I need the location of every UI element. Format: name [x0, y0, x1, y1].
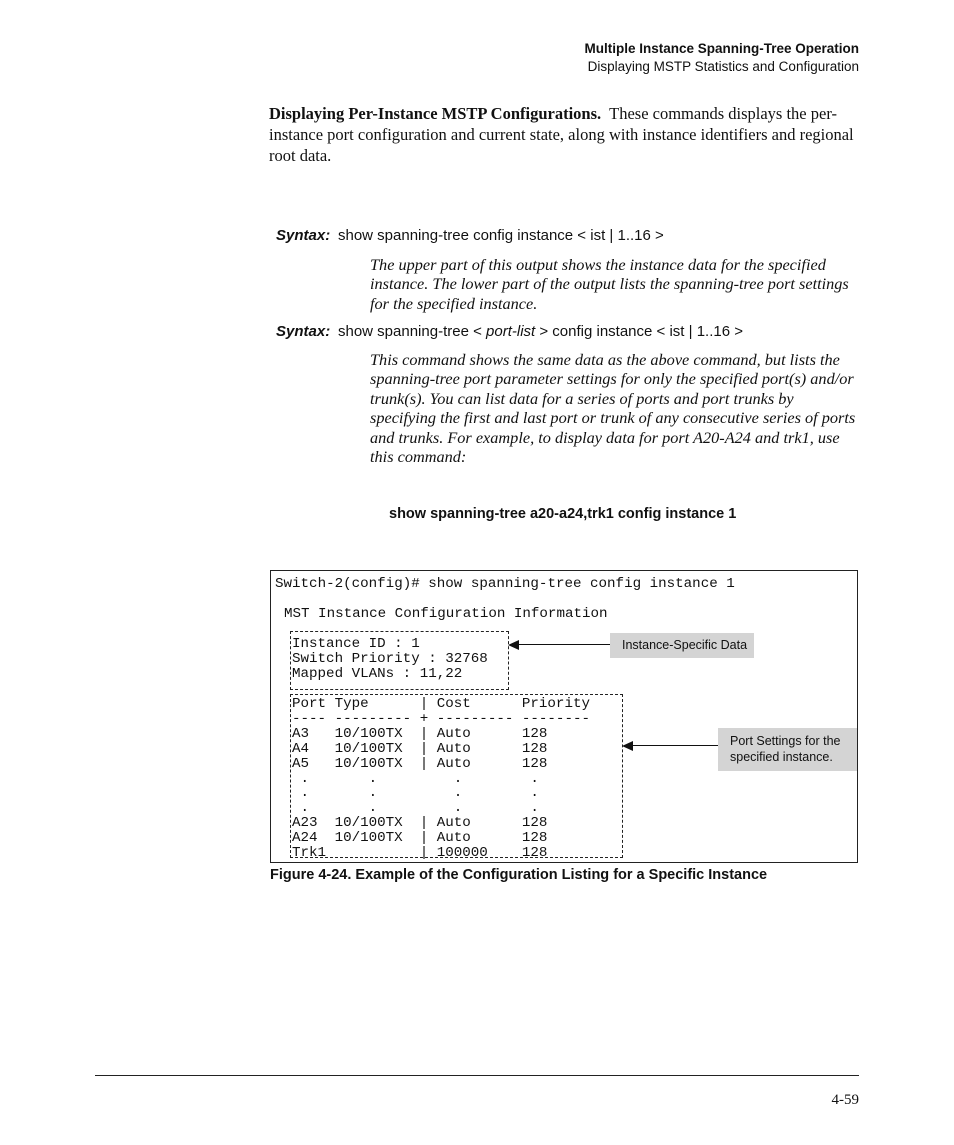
- running-header-section: Displaying MSTP Statistics and Configuration: [587, 59, 859, 74]
- callout-instance-data: Instance-Specific Data: [610, 633, 754, 658]
- port-settings-table: Port Type | Cost Priority ---- --------- + --------- -------- A3 10/100TX | Auto 128 A4 10/100TX | Auto 128 A5 10/100TX | Auto 128 . . . . . . . . . . . . A23 10/100TX | Auto 128 A24 10/100TX | Auto 128 Trk1 | 100000 128: [292, 696, 590, 862]
- syntax-line-1: [276, 227, 664, 244]
- syntax-description-2: This command shows the same data as the above command, but lists the spanning-tree port parameter settings for only the specified port(s) and/or trunk(s). You can list data for a series of ports and port trunks by specifying the first and last port or trunk of any consecutive series of ports and trunks. For example, to display data for port A20-A24 and trk1, use this command:: [370, 350, 856, 467]
- syntax-description-1: The upper part of this output shows the instance data for the specified instance. The lower part of the output lists the spanning-tree port settings for the specified instance.: [370, 255, 849, 313]
- terminal-command-line: Switch-2(config)# show spanning-tree config instance 1: [275, 576, 735, 592]
- intro-heading: Displaying Per-Instance MSTP Configurations.: [269, 104, 602, 123]
- example-command: show spanning-tree a20-a24,trk1 config instance 1: [389, 506, 737, 522]
- instance-data-text: Instance ID : 1 Switch Priority : 32768 Mapped VLANs : 11,22: [292, 636, 488, 682]
- syntax-command-param: port-list: [486, 323, 536, 340]
- syntax-line-2: [276, 323, 743, 340]
- callout-connector: [514, 644, 610, 645]
- footer-rule: [95, 1075, 859, 1076]
- terminal-output-title: MST Instance Configuration Information: [284, 606, 608, 622]
- intro-paragraph: [269, 103, 859, 166]
- figure-terminal-output: [270, 570, 858, 863]
- syntax-command: show spanning-tree config instance < ist | 1..16 >: [338, 227, 664, 244]
- running-header-chapter: Multiple Instance Spanning-Tree Operation: [584, 41, 859, 56]
- syntax-label: Syntax:: [276, 227, 331, 244]
- syntax-command-post: > config instance < ist | 1..16 >: [535, 323, 743, 340]
- figure-caption: Figure 4-24. Example of the Configuration Listing for a Specific Instance: [270, 867, 768, 883]
- intro-text: These commands displays the per-instance port configuration and current state, along with instance identifiers and regional root data.: [269, 104, 854, 165]
- callout-connector: [628, 745, 718, 746]
- syntax-command-pre: show spanning-tree <: [338, 323, 487, 340]
- syntax-label: Syntax:: [276, 323, 331, 340]
- arrow-left-icon: [508, 640, 519, 650]
- callout-port-settings: Port Settings for the specified instance.: [718, 728, 857, 771]
- arrow-left-icon: [622, 741, 633, 751]
- page-number: 4-59: [831, 1092, 859, 1108]
